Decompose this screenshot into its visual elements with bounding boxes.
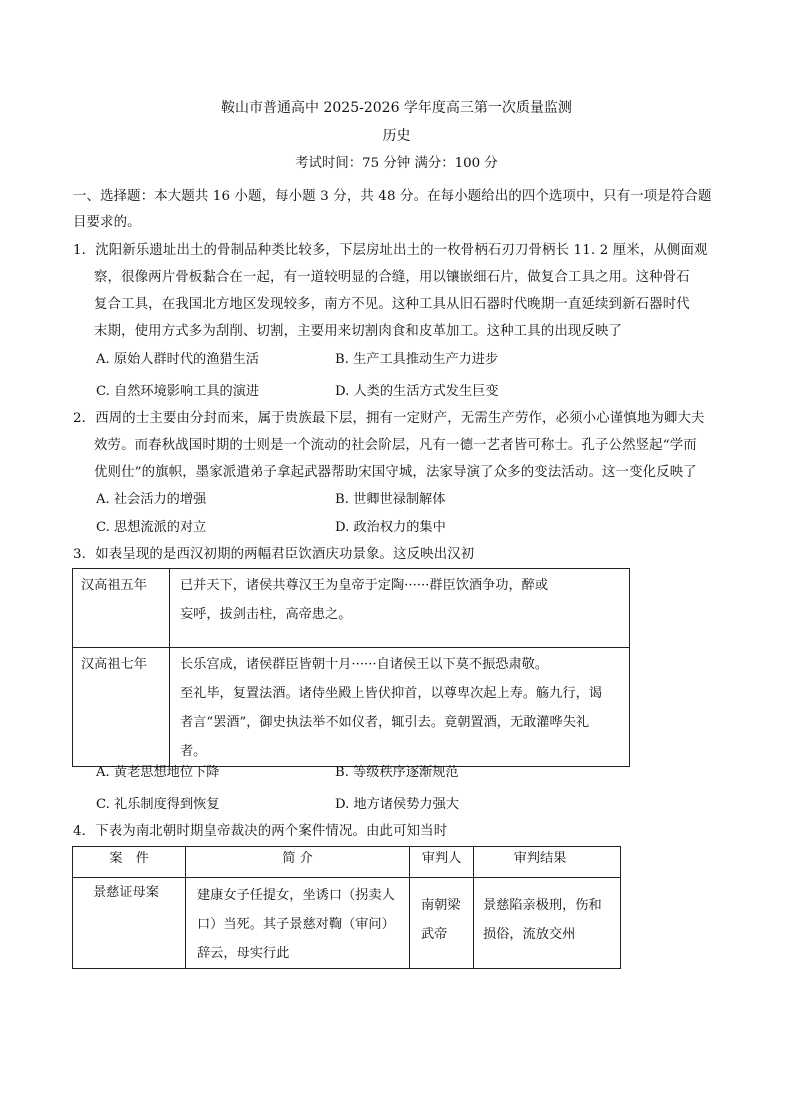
q3-table	[72, 568, 630, 767]
q4-header-result: 审判结果	[474, 847, 621, 878]
q4-result-cell: 景慈陷亲极刑，伤和 损俗，流放交州	[474, 878, 621, 969]
q1-stem-line: 察，很像两片骨板黏合在一起，有一道较明显的合缝，用以镶嵌细石片，做复合工具之用。这种骨石	[94, 270, 690, 285]
q2-option-d[interactable]: D. 政治权力的集中	[335, 520, 446, 535]
q1-option-c[interactable]: C. 自然环境影响工具的演进	[96, 384, 260, 399]
q4-header-summary: 简 介	[186, 847, 410, 878]
q3-stem: 3．如表呈现的是西汉初期的两幅君臣饮酒庆功景象。这反映出汉初	[73, 547, 475, 562]
q3-option-a[interactable]: A. 黄老思想地位下降	[96, 765, 220, 780]
q3-row-text: 长乐宫成，诸侯群臣皆朝十月······自诸侯王以下莫不振恐肃敬。 至礼毕，复置法酒。诸侍坐殿上皆伏抑首，以尊卑次起上寿。觞九行，谒 者言“罢酒”，御史执法举不如仪者，辄引去。竟朝置酒，无敢灌哗失礼 者。	[170, 648, 630, 767]
q4-summary-cell: 建康女子任提女，坐诱口（拐卖人 口）当死。其子景慈对鞫（审问） 辞云，母实行此	[186, 878, 410, 969]
q1-option-a[interactable]: A. 原始人群时代的渔猎生活	[96, 352, 259, 367]
q3-row-label: 汉高祖七年	[73, 648, 170, 767]
section-instructions-line-1: 一、选择题：本大题共 16 小题，每小题 3 分，共 48 分。在每小题给出的四个选项中，只有一项是符合题	[73, 189, 712, 204]
q2-stem-line: 效劳。而春秋战国时期的士则是一个流动的社会阶层，凡有一德一艺者皆可称士。孔子公然竖起“学而	[94, 438, 697, 453]
subject-title: 历史	[382, 128, 411, 144]
exam-info: 考试时间：75 分钟 满分：100 分	[295, 156, 498, 171]
q4-case-cell: 景慈证母案	[73, 878, 186, 969]
table-row	[73, 648, 630, 767]
exam-title: 鞍山市普通高中 2025-2026 学年度高三第一次质量监测	[221, 100, 572, 116]
q3-option-c[interactable]: C. 礼乐制度得到恢复	[96, 797, 220, 812]
q2-option-a[interactable]: A. 社会活力的增强	[96, 492, 207, 507]
q2-option-c[interactable]: C. 思想流派的对立	[96, 520, 207, 535]
q1-option-b[interactable]: B. 生产工具推动生产力进步	[335, 352, 499, 367]
table-row	[73, 878, 621, 969]
table-header-row	[73, 847, 621, 878]
q1-option-d[interactable]: D. 人类的生活方式发生巨变	[335, 384, 499, 399]
q4-judge-cell: 南朝梁 武帝	[410, 878, 474, 969]
q4-table	[72, 846, 621, 969]
table-row	[73, 569, 630, 648]
q3-row-text: 已并天下，诸侯共尊汉王为皇帝于定陶······群臣饮酒争功，醉或 妄呼，拔剑击柱，高帝患之。	[170, 569, 630, 648]
q1-stem-line: 末期，使用方式多为刮削、切割，主要用来切割肉食和皮革加工。这种工具的出现反映了	[94, 324, 623, 339]
q1-stem-line: 1．沈阳新乐遗址出土的骨制品种类比较多，下层房址出土的一枚骨柄石刃刀骨柄长 11. 2 厘米，从侧面观	[73, 243, 708, 258]
q4-header-judge: 审判人	[410, 847, 474, 878]
q1-stem-line: 复合工具，在我国北方地区发现较多，南方不见。这种工具从旧石器时代晚期一直延续到新石器时代	[94, 297, 690, 312]
section-instructions-line-2: 目要求的。	[73, 215, 141, 230]
q4-header-case: 案 件	[73, 847, 186, 878]
q3-row-label: 汉高祖五年	[73, 569, 170, 648]
q3-option-d[interactable]: D. 地方诸侯势力强大	[335, 797, 459, 812]
q2-option-b[interactable]: B. 世卿世禄制解体	[335, 492, 446, 507]
q4-stem: 4．下表为南北朝时期皇帝裁决的两个案件情况。由此可知当时	[73, 824, 448, 839]
q2-stem-line: 2．西周的士主要由分封而来，属于贵族最下层，拥有一定财产，无需生产劳作，必须小心谨慎地为卿大夫	[73, 411, 705, 426]
q2-stem-line: 优则仕”的旗帜，墨家派遣弟子拿起武器帮助宋国守城，法家导演了众多的变法活动。这一变化反映了	[94, 465, 697, 480]
q3-option-b[interactable]: B. 等级秩序逐渐规范	[335, 765, 459, 780]
